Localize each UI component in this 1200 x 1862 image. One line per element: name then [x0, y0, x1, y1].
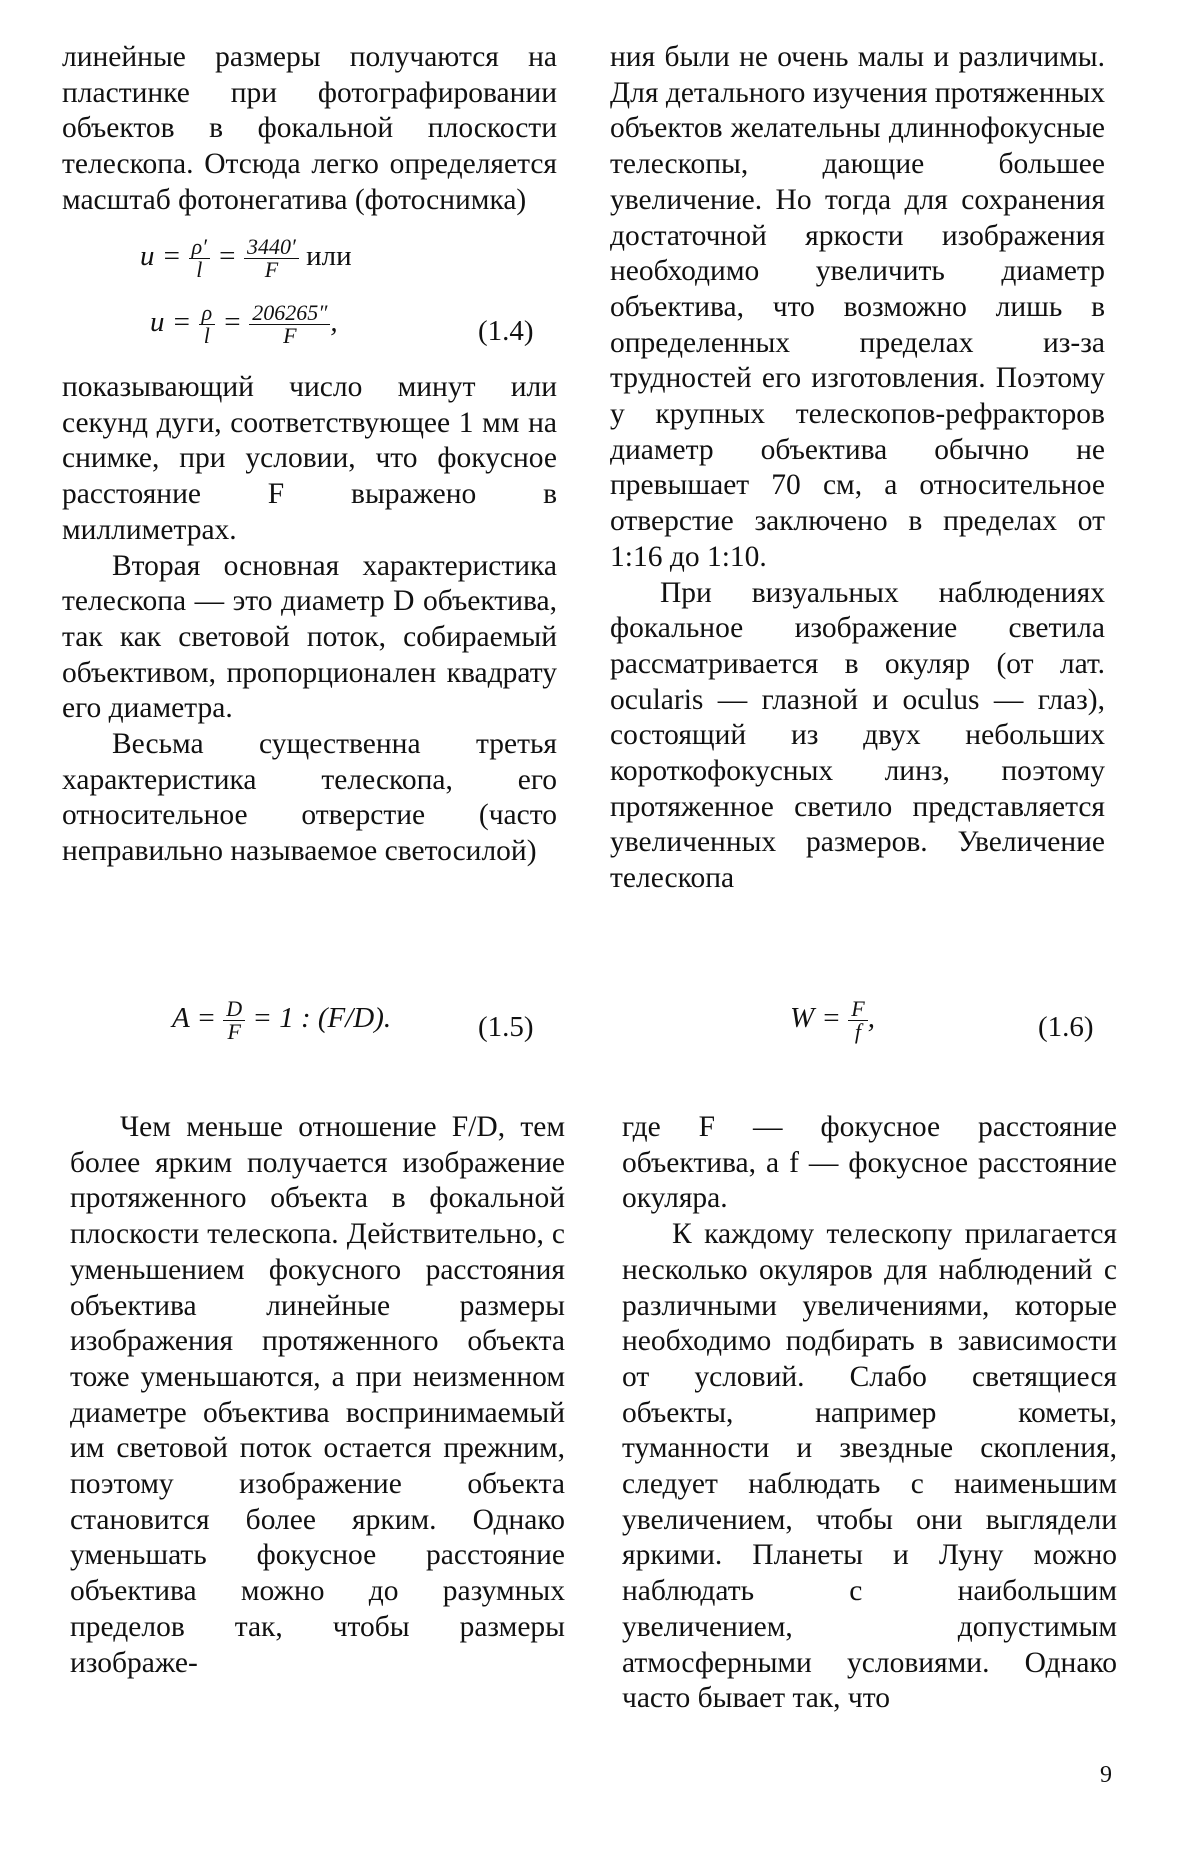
formula-1-5: A = $\frac{D}{F}$ = 1 : (F/D).	[172, 996, 392, 1044]
fraction: $\frac{206265''}{F}$	[249, 302, 330, 347]
paragraph: где F — фокусное расстояние объектива, а f — фокусное расстояние окуляра.	[622, 1111, 1117, 1215]
paragraph: При визуальных наблюдениях фокальное изображение светила рассматривается в окуляр (от лат. ocularis — глазной и oculus — глаз), состоящий из двух небольших короткофокусных линз, поэтому протяженное светило представляется увеличенных размеров. Увеличение телескопа	[610, 576, 1105, 895]
formula-1-6: W = $\frac{F}{f}$ ,	[790, 996, 875, 1044]
paragraph: К каждому телескопу прилагается несколько окуляров для наблюдений с различными увеличениями, которые необходимо подбирать в зависимости от условий. Слабо светящиеся объекты, например кометы, туманности и звездные скопления, следует наблюдать с наименьшим увеличением, чтобы они выглядели яркими. Планеты и Луну можно наблюдать с наибольшим увеличением, допустимым атмосферными условиями. Однако часто бывает так, что	[622, 1218, 1117, 1715]
paragraph: ния были не очень малы и различимы. Для детального изучения протяженных объектов желательны длиннофокусные телескопы, дающие большее увеличение. Но тогда для сохранения достаточной яркости изображения необходимо увеличить диаметр объектива, что возможно лишь в определенных пределах из-за трудностей его изготовления. Поэтому у крупных телескопов-рефракторов диаметр объектива обычно не превышает 70 см, а относительное отверстие заключено в пределах от 1:16 до 1:10.	[610, 41, 1105, 573]
text-column-top-left	[62, 40, 557, 219]
formula-1-4-line2: u = $\frac{\rho}{l}$ = $\frac{206265''}{F}$ ,	[150, 300, 338, 348]
paragraph: Весьма существенна третья характеристика телескопа, его относительное отверстие (часто неправильно называемое светосилой)	[62, 728, 557, 868]
formula-1-4-line1: u = $\frac{\rho'}{l}$ = $\frac{3440'}{F}$ или	[140, 234, 352, 282]
text-column-top-left-continued	[62, 370, 557, 870]
page-number: 9	[1100, 1762, 1112, 1788]
paragraph: Вторая основная характеристика телескопа — это диаметр D объектива, так как световой поток, собираемый объективом, пропорционален квадрату его диаметра.	[62, 549, 557, 725]
text-column-bottom-right	[622, 1110, 1117, 1717]
paragraph: Чем меньше отношение F/D, тем более ярким получается изображение протяженного объекта в фокальной плоскости телескопа. Действительно, с уменьшением фокусного расстояния объектива линейные размеры изображения протяженного объекта тоже уменьшаются, а при неизменном диаметре объектива воспринимаемый им световой поток остается прежним, поэтому изображение объекта становится более ярким. Однако уменьшать фокусное расстояние объектива можно до разумных пределов так, чтобы размеры изображе-	[70, 1111, 565, 1679]
paragraph: линейные размеры получаются на пластинке при фотографировании объектов в фокальной плоскости телескопа. Отсюда легко определяется масштаб фотонегатива (фотоснимка)	[62, 41, 557, 216]
text-column-bottom-left	[70, 1110, 565, 1681]
fraction: $\frac{\rho'}{l}$	[189, 236, 210, 281]
paragraph: показывающий число минут или секунд дуги, соответствующее 1 мм на снимке, при условии, что фокусное расстояние F выражено в миллиметрах.	[62, 371, 557, 546]
text-column-top-right	[610, 40, 1105, 897]
fraction: $\frac{F}{f}$	[848, 998, 867, 1043]
equation-number-1-6: (1.6)	[1038, 1011, 1094, 1043]
equation-number-1-5: (1.5)	[478, 1011, 534, 1043]
equation-number-1-4: (1.4)	[478, 315, 534, 347]
fraction: $\frac{D}{F}$	[223, 998, 245, 1043]
fraction: $\frac{\rho}{l}$	[199, 302, 216, 347]
fraction: $\frac{3440'}{F}$	[244, 236, 299, 281]
